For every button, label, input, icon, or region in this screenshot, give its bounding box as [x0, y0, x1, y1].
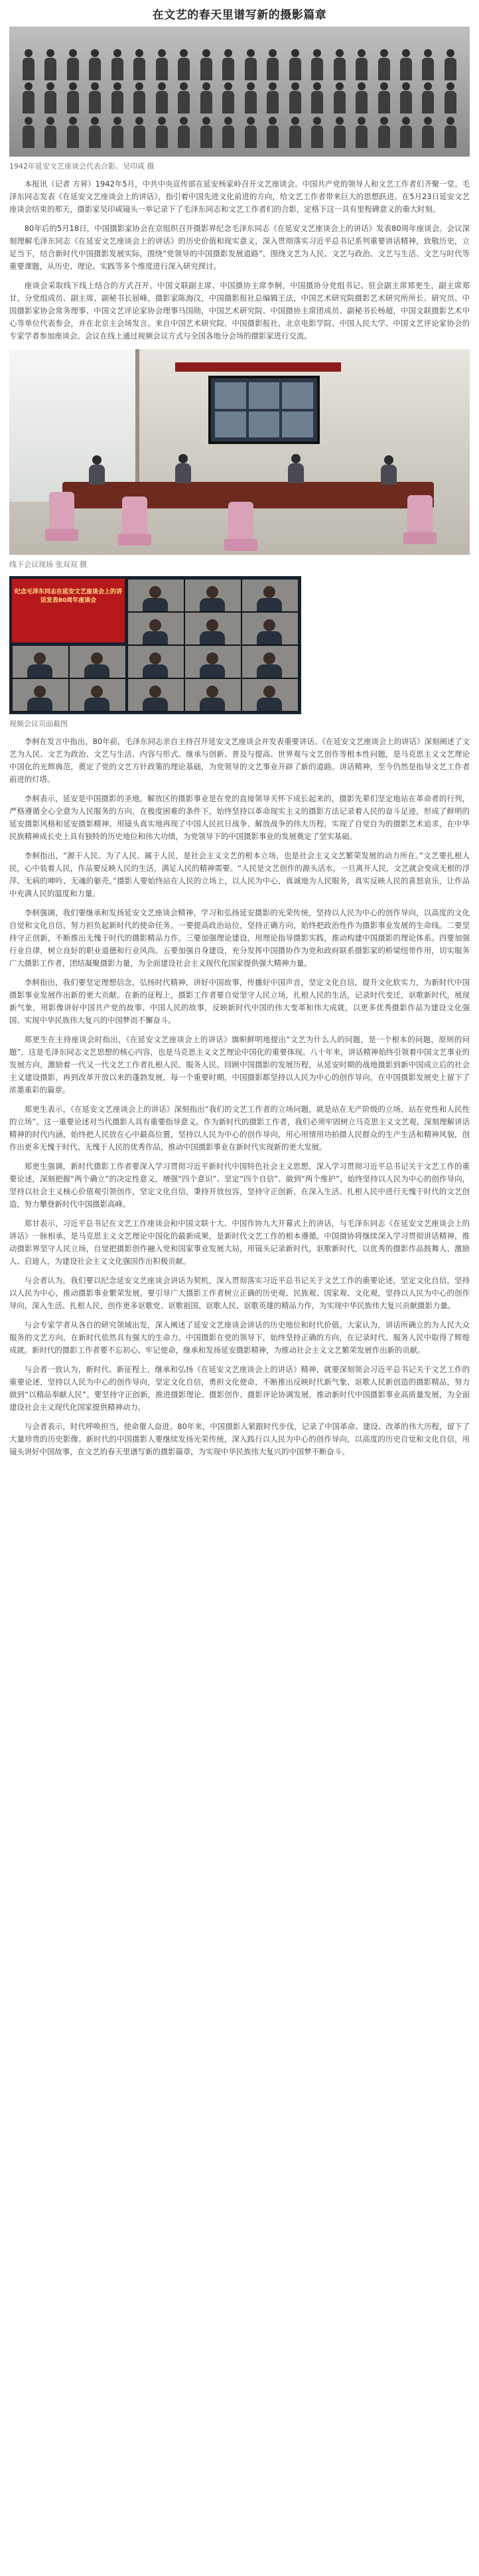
- video-tile: [241, 645, 299, 678]
- paragraph: 李舸强调，我们要继承和发扬延安文艺座谈会精神，学习和弘扬延安摄影的光荣传统，坚持以人民为中心的创作导向，以高度的文化自觉和文化自信，努力担负起新时代的使命任务。一要提高政治站位，坚持正确方向，始终把政治性作为摄影事业发展的生命线。二要坚持守正创新，不断推出无愧于时代的摄影精品力作。三要加强理论建设，用理论指导摄影实践，推动构建中国摄影的理论体系。四要加强行业自律，树立良好的职业道德和行业风尚。五要加强自身建设，充分发挥中国摄协作为党和政府联系摄影家的桥梁纽带作用，切实服务广大摄影工作者，团结凝聚摄影力量，为全面建设社会主义现代化国家提供强大精神力量。: [9, 908, 470, 968]
- video-tile: [127, 678, 184, 712]
- paragraph: 李舸指出，我们要坚定理想信念，弘扬时代精神，讲好中国故事，传播好中国声音，坚定文化自信，提升文化软实力，为新时代中国摄影事业发展作出新的更大贡献。在新的征程上，摄影工作者要自觉坚守人民立场，扎根人民的生活，记录时代变迁，讴歌新时代，展现新气象，用影像讲好中国共产党的故事、中国人民的故事，反映新时代中国的伟大变革和伟大成就，以更多优秀摄影作品为建设文化强国、实现中华民族伟大复兴的中国梦而不懈奋斗。: [9, 978, 470, 1025]
- photo-row-middle: [21, 80, 458, 114]
- video-tile: [241, 678, 299, 712]
- paragraph: 与会者认为，我们要以纪念延安文艺座谈会讲话为契机，深入贯彻落实习近平总书记关于文艺工作的重要论述，坚定文化自信，坚持以人民为中心，推动摄影事业繁荣发展。要引导广大摄影工作者树立正确的历史观、民族观、国家观、文化观，坚持以人民为中心的创作导向，深入生活、扎根人民，创作更多讴歌党、讴歌祖国、讴歌人民、讴歌英雄的精品力作，为实现中华民族伟大复兴贡献摄影力量。: [9, 1276, 470, 1310]
- paragraph: 与会者表示，时代呼唤担当，使命催人奋进。80年来，中国摄影人紧跟时代步伐，记录了中国革命、建设、改革的伟大历程，留下了大量珍贵的历史影像。新时代的中国摄影人要继续发扬光荣传统，深入践行以人民为中心的创作导向，以高度的历史自觉和文化自信，用镜头讲好中国故事，在文艺的春天里谱写新的摄影篇章，为实现中华民族伟大复兴的中国梦不断奋斗。: [9, 1422, 470, 1456]
- video-tile: [69, 645, 126, 678]
- video-main-tile: 纪念毛泽东同志在延安文艺座谈会上的讲话发表80周年座谈会: [12, 579, 125, 643]
- paragraph: 郑甘表示，习近平总书记在文艺工作座谈会和中国文联十大、中国作协九大开幕式上的讲话，与毛泽东同志《在延安文艺座谈会上的讲话》一脉相承，是马克思主义文艺理论中国化的最新成果，是新时代文艺工作的根本遵循。中国摄协将继续深入学习贯彻讲话精神，推动摄影界坚守人民立场，自觉把摄影创作融入党和国家事业发展大局，用镜头记录新时代，讴歌新时代，以优秀的摄影作品鼓舞人、激励人、启迪人，为建设社会主义文化强国作出积极贡献。: [9, 1219, 470, 1266]
- attendee: [288, 454, 304, 483]
- photo-caption: 线下会议现场 张双双 摄: [9, 560, 87, 569]
- video-tile: [12, 678, 69, 712]
- paragraph: 与会者一致认为，新时代、新征程上，继承和弘扬《在延安文艺座谈会上的讲话》精神，就要深刻领会习近平总书记关于文艺工作的重要论述，坚持以人民为中心的创作导向，坚定文化自信，勇担文化使命，不断推出反映时代新气象、讴歌人民新创造的摄影精品，努力做到“以精品奉献人民”。要坚持守正创新，推进摄影理论、摄影创作、摄影评论协调发展，推动新时代中国摄影事业高质量发展，为全面建设社会主义现代化国家提供精神动力。: [9, 1365, 470, 1412]
- photo-row-back: [21, 46, 458, 81]
- video-tile: [127, 645, 184, 678]
- attendee: [381, 455, 397, 485]
- video-tile: [127, 579, 184, 612]
- video-conference-screenshot: [9, 576, 301, 714]
- paragraph: 座谈会采取线下线上结合的方式召开。中国文联副主席、中国摄协主席李舸，中国摄协分党组书记、驻会副主席郑更生，副主席郑甘，分党组成员、副主席、副秘书长屈峰，摄影家陈海汶，中国摄影报社总编辑王法，中国艺术研究院摄影艺术研究所所长、研究员、中国摄影家协会常务理事、中国文艺评论家协会理事马国勋，中国艺术研究院、中国摄协主席团成员、副秘书长杨超，中国文联摄影艺术中心等单位代表参会，并在北京主会场发言。来自中国艺术研究院、中国摄影报社、北京电影学院、中国人民大学、中国文艺评论家协会的专家学者参加座谈会。会议在线上通过视频会议方式与全国各地分会场的摄影家进行交流。: [9, 281, 470, 341]
- video-tile: [184, 612, 241, 645]
- chair: [407, 495, 433, 534]
- paragraph: 80年后的5月18日，中国摄影家协会在京组织召开摄影界纪念毛泽东同志《在延安文艺座谈会上的讲话》发表80周年座谈会。会议深刻理解毛泽东同志《在延安文艺座谈会上的讲话》的历史价值和现实意义，深入贯彻落实习近平总书记系列重要讲话精神，致敬历史，立足当下，结合新时代中国摄影发展实际，围绕“党领导的中国摄影发展道路”，围绕文艺为人民、文艺与政治、文艺与生活、文艺与时代等重要课题，从历史、理论、实践等多个维度进行深入研究探讨。: [9, 224, 470, 271]
- video-tile: [184, 678, 241, 712]
- photo-row-front: [21, 114, 458, 149]
- paragraph: 本报讯（记者 方昇）1942年5月，中共中央宣传部在延安杨家岭召开文艺座谈会。中国共产党的领导人和文艺工作者们齐聚一堂。毛泽东同志发表《在延安文艺座谈会上的讲话》，指引着中国先进文化前进的方向，给文艺工作者带来巨大的思想跃进。在5月23日延安文艺座谈会结束的那天，摄影家吴印咸镜头一举记录下了毛泽东同志和文艺工作者们的合影，定格下这一具有里程碑意义的重大时刻。: [9, 179, 470, 214]
- paragraph: 李舸指出，“源于人民、为了人民、属于人民，是社会主义文艺的根本立场，也是社会主义文艺繁荣发展的动力所在。”文艺要扎根人民，心中装着人民，作品要反映人民的生活，满足人民的精神需要。“人民是文艺创作的源头活水，一旦离开人民，文艺就会变成无根的浮萍、无病的呻吟、无魂的躯壳。”摄影人要始终站在人民的立场上，以人民为中心，真诚地为人民服务，真实反映人民的喜怒哀乐，让作品中充满人民的温度和力量。: [9, 851, 470, 898]
- room-banner: [175, 362, 341, 372]
- chair: [122, 496, 147, 535]
- paragraph: 与会专家学者从各自的研究领域出发，深入阐述了延安文艺座谈会讲话的历史地位和时代价值。大家认为，讲话所确立的为人民大众服务的文艺方向，在新时代依然具有强大的生命力。中国摄影在党的领导下，始终坚持正确的方向，在记录时代、服务人民中取得了辉煌成就。新时代的摄影工作者要不忘初心、牢记使命，继承和发扬延安摄影精神，为推动社会主义文艺繁荣发展作出新的贡献。: [9, 1320, 470, 1355]
- room-window: [9, 349, 139, 502]
- video-tile: [184, 579, 241, 612]
- video-tile: [184, 645, 241, 678]
- chair: [228, 502, 253, 540]
- meeting-room-photo: [9, 349, 470, 555]
- paragraph: 李舸表示，延安是中国摄影的圣地。解放区的摄影事业是在党的直接领导关怀下成长起来的，摄影先辈们坚定地站在革命者的行列，严格遵循全心全意为人民服务的方向，在极度困难的条件下，始终坚持以革命现实主义的摄影方法记录着人民的奋斗足迹，形成了鲜明的延安摄影风格和延安摄影精神。用镜头真实地再现了中国人民抗日战争、解放战争的伟大历程，实现了自觉自为的摄影艺术追求，在中华民族精神成长史上具有独特的历史地位和伟大功绩，为党领导下的中国摄影事业的发展奠定了坚实基础。: [9, 794, 470, 841]
- video-tile: [12, 645, 69, 678]
- paragraph: 郑更生强调，新时代摄影工作者要深入学习贯彻习近平新时代中国特色社会主义思想，深入学习贯彻习近平总书记关于文艺工作的重要论述，深刻把握“两个确立”的决定性意义，增强“四个意识”、坚定“四个自信”、做到“两个维护”，始终坚持以人民为中心的创作导向，坚持以社会主义核心价值观引领创作，坚定文化自信，秉持开放包容，坚持守正创新，在深入生活、扎根人民中进行无愧于时代的文艺创造，努力攀登新时代中国摄影高峰。: [9, 1162, 470, 1209]
- video-tile: [69, 678, 126, 712]
- photo-caption: 视频会议页面截图: [9, 720, 68, 728]
- historic-group-photo: [9, 27, 470, 157]
- attendee: [89, 455, 105, 485]
- room-screen: [208, 376, 320, 444]
- article-title: 在文艺的春天里谱写新的摄影篇章: [152, 8, 327, 22]
- chair: [49, 492, 74, 530]
- video-tile: [127, 612, 184, 645]
- paragraph: 郑更生在主持座谈会时指出，《在延安文艺座谈会上的讲话》旗帜鲜明地提出“文艺为什么人的问题，是一个根本的问题，原则的问题”，这是毛泽东同志文艺思想的核心内容，也是马克思主义文艺理论中国化的重要体现。八十年来，讲话精神始终引领着中国文艺事业的发展方向，激励着一代又一代文艺工作者扎根人民、服务人民。回顾中国摄影的发展历程，从延安时期的战地摄影到新中国成立后的社会主义建设摄影，再到改革开放以来的蓬勃发展，每一个重要时期，中国摄影都坚持以人民为中心的创作导向，在中国摄影发展史上留下了浓墨重彩的篇章。: [9, 1035, 470, 1095]
- video-tile: [241, 612, 299, 645]
- paragraph: 郑更生表示，《在延安文艺座谈会上的讲话》深刻指出“我们的文艺工作者的立场问题，就是站在无产阶级的立场，站在党性和人民性的立场”。这一重要论述对当代摄影人具有重要指导意义。作为新时代的摄影工作者，我们必须牢固树立马克思主义文艺观，深刻理解讲话精神的时代内涵，始终把人民放在心中最高位置，坚持以人民为中心的创作导向，用心用情用功拍摄人民群众的生产生活和精神风貌，创作出更多无愧于时代、无愧于人民的优秀作品，推动中国摄影事业在新时代实现新的更大发展。: [9, 1104, 470, 1152]
- article-content: [0, 27, 479, 1458]
- attendee: [175, 454, 191, 483]
- photo-caption: 1942年延安文艺座谈会代表合影。吴印咸 摄: [9, 162, 155, 171]
- paragraph: 李舸在发言中指出，80年前，毛泽东同志亲自主持召开延安文艺座谈会并发表重要讲话。《在延安文艺座谈会上的讲话》深刻阐述了文艺为人民、文艺为政治、文艺与生活、内容与形式、继承与创新、普及与提高、世界观与文艺创作等根本性问题，是马克思主义文艺理论中国化的光辉典范，奠定了党的文艺方针政策的理论基础，为党领导的文艺事业开辟了新的道路。讲话精神，至今仍然是指导文艺工作者前进的灯塔。: [9, 737, 470, 784]
- video-tile: [241, 579, 299, 612]
